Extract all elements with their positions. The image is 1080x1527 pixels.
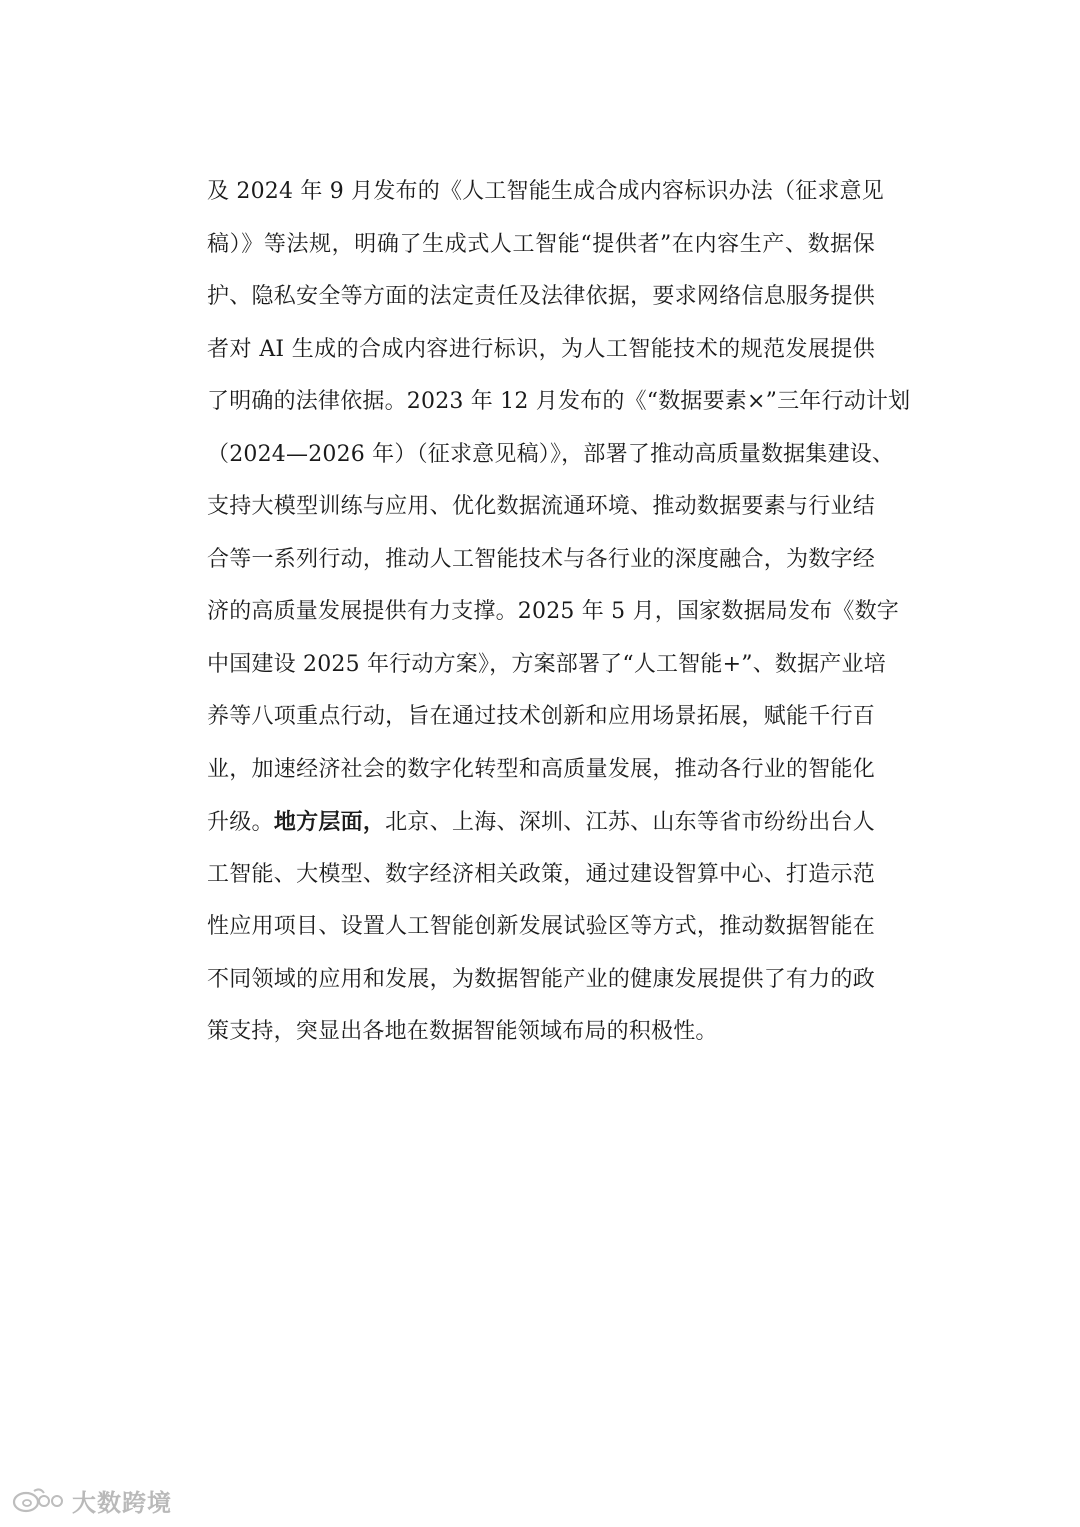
text-line: 工智能、大模型、数字经济相关政策，通过建设智算中心、打造示范 <box>207 861 875 887</box>
weibo-logo-icon <box>10 1485 66 1515</box>
text-line: 性应用项目、设置人工智能创新发展试验区等方式，推动数据智能在 <box>207 914 875 939</box>
text-line: 者对 AI 生成的合成内容进行标识，为人工智能技术的规范发展提供 <box>207 336 875 362</box>
text-line: 中国建设 2025 年行动方案》，方案部署了“人工智能+”、数据产业培 <box>207 651 886 677</box>
text-line: 了明确的法律依据。2023 年 12 月发布的《“数据要素×”三年行动计划 <box>207 389 911 414</box>
text-line: （2024—2026 年）（征求意见稿）》，部署了推动高质量数据集建设、 <box>207 441 895 467</box>
text-line: 业，加速经济社会的数字化转型和高质量发展，推动各行业的智能化 <box>207 756 875 782</box>
body-paragraph <box>207 166 911 1059</box>
text-line: 合等一系列行动，推动人工智能技术与各行业的深度融合，为数字经 <box>207 546 875 572</box>
text-segment: 升级。 <box>207 810 274 835</box>
text-line: 养等八项重点行动，旨在通过技术创新和应用场景拓展，赋能千行百 <box>207 704 875 729</box>
text-line: 及 2024 年 9 月发布的《人工智能生成合成内容标识办法（征求意见 <box>207 179 884 204</box>
text-line-local-level <box>207 796 875 849</box>
text-line-last: 策支持，突显出各地在数据智能领域布局的积极性。 <box>207 1019 718 1044</box>
bold-heading-local-level: 地方层面， <box>273 809 386 835</box>
text-line: 稿）》等法规，明确了生成式人工智能“提供者”在内容生产、数据保 <box>207 231 875 257</box>
watermark <box>10 1482 172 1518</box>
text-line: 不同领域的应用和发展，为数据智能产业的健康发展提供了有力的政 <box>207 966 875 992</box>
text-segment: 北京、上海、深圳、江苏、山东等省市纷纷出台人 <box>385 810 875 835</box>
text-line: 济的高质量发展提供有力支撑。2025 年 5 月，国家数据局发布《数字 <box>207 599 899 624</box>
text-line: 护、隐私安全等方面的法定责任及法律依据，要求网络信息服务提供 <box>207 284 875 309</box>
watermark-text: 大数跨境 <box>72 1488 172 1517</box>
text-line: 支持大模型训练与应用、优化数据流通环境、推动数据要素与行业结 <box>207 494 875 519</box>
